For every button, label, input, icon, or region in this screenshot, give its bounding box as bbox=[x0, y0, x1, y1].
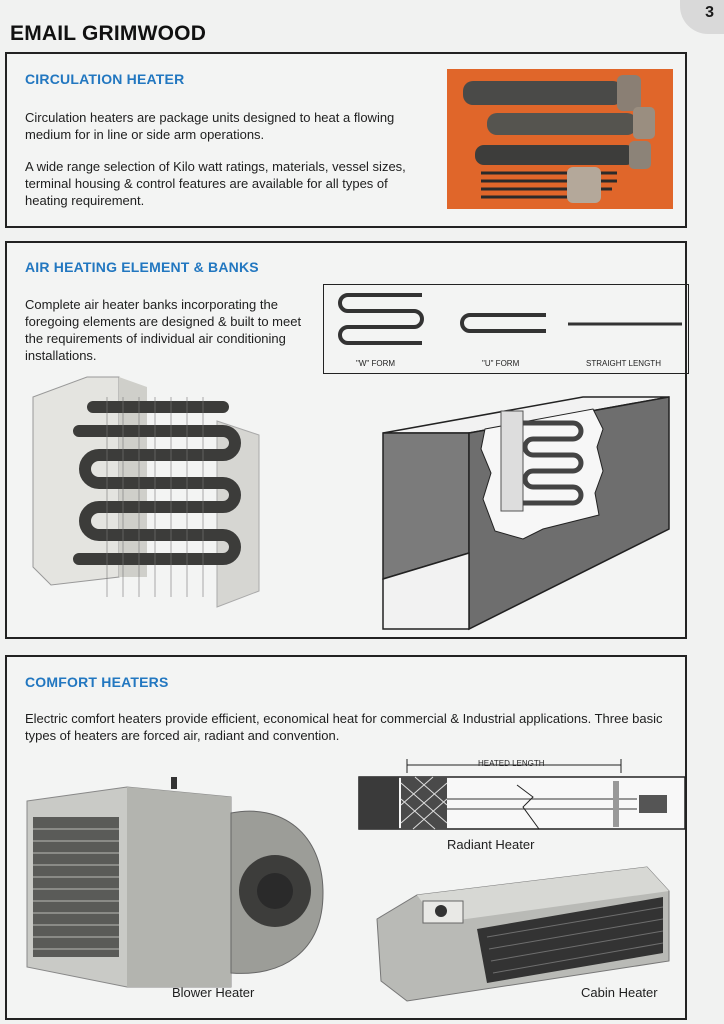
w-form-element bbox=[334, 289, 434, 349]
cabin-heater-photo bbox=[377, 861, 677, 1001]
radiant-heater-diagram bbox=[357, 759, 687, 839]
air-heating-paragraph: Complete air heater banks incorporating the foregoing elements are designed & built to meet the requirements of individual air conditioning installations. bbox=[25, 297, 302, 363]
element-forms-box bbox=[323, 284, 689, 374]
air-heating-heading: AIR HEATING ELEMENT & BANKS bbox=[25, 259, 259, 275]
circulation-paragraph-2: A wide range selection of Kilo watt ratings, materials, vessel sizes, terminal housing & control features are available for all types of heating requirement. bbox=[25, 159, 406, 208]
comfort-paragraph: Electric comfort heaters provide efficient, economical heat for commercial & Industrial applications. Three basic types of heaters are forced air, radiant and convention. bbox=[25, 711, 663, 743]
circulation-paragraph-1: Circulation heaters are package units designed to heat a flowing medium for in line or side arm operations. bbox=[25, 110, 395, 142]
duct-installation-diagram bbox=[383, 389, 673, 629]
air-heating-panel bbox=[5, 241, 687, 639]
radiant-heater-caption: Radiant Heater bbox=[447, 837, 535, 852]
circulation-heading: CIRCULATION HEATER bbox=[25, 71, 185, 87]
blower-heater-photo bbox=[21, 773, 331, 987]
comfort-heading: COMFORT HEATERS bbox=[25, 674, 169, 690]
straight-length-label: STRAIGHT LENGTH bbox=[586, 359, 661, 368]
blower-heater-caption: Blower Heater bbox=[172, 985, 255, 1000]
air-heater-bank-photo bbox=[27, 377, 263, 627]
cabin-heater-caption: Cabin Heater bbox=[581, 985, 658, 1000]
w-form-label: "W" FORM bbox=[356, 359, 396, 368]
comfort-heaters-panel bbox=[5, 655, 687, 1020]
circulation-heater-panel bbox=[5, 52, 687, 228]
page-number: 3 bbox=[680, 0, 724, 34]
circulation-heater-photo bbox=[447, 69, 673, 209]
brand-title: EMAIL GRIMWOOD bbox=[10, 22, 207, 45]
u-form-label: "U" FORM bbox=[482, 359, 520, 368]
u-form-element bbox=[456, 311, 556, 341]
heated-length-label: HEATED LENGTH bbox=[475, 759, 548, 768]
straight-length-element bbox=[568, 321, 682, 327]
